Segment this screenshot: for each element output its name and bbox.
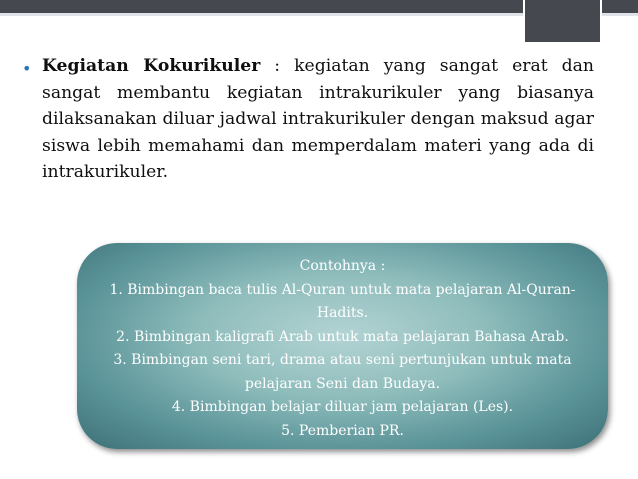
example-item: 5. Pemberian PR. <box>281 422 404 439</box>
examples-box <box>77 243 608 449</box>
examples-content <box>91 255 594 443</box>
example-item: 4. Bimbingan belajar diluar jam pelajaran (Les). <box>171 399 514 415</box>
examples-heading: Contohnya : <box>299 258 386 274</box>
bullet-definition: : kegiatan yang sangat erat dan sangat membantu kegiatan intrakurikuler yang biasanya dilaksanakan diluar jadwal intrakurikuler dengan maksud agar siswa lebih memahami dan memperdalam materi yang ada di intrakurikuler. <box>42 56 594 182</box>
bullet-term: Kegiatan Kokurikuler <box>42 56 261 76</box>
header-tab <box>523 0 602 42</box>
example-item: 1. Bimbingan baca tulis Al-Quran untuk mata pelajaran Al-Quran-Hadits. <box>109 281 576 321</box>
bullet-paragraph <box>22 53 594 186</box>
bullet-icon: • <box>22 59 32 78</box>
example-item: 3. Bimbingan seni tari, drama atau seni pertunjukan untuk mata pelajaran Seni dan Budaya. <box>113 352 572 392</box>
example-item: 2. Bimbingan kaligrafi Arab untuk mata pelajaran Bahasa Arab. <box>116 328 569 345</box>
bullet-text <box>42 53 594 186</box>
